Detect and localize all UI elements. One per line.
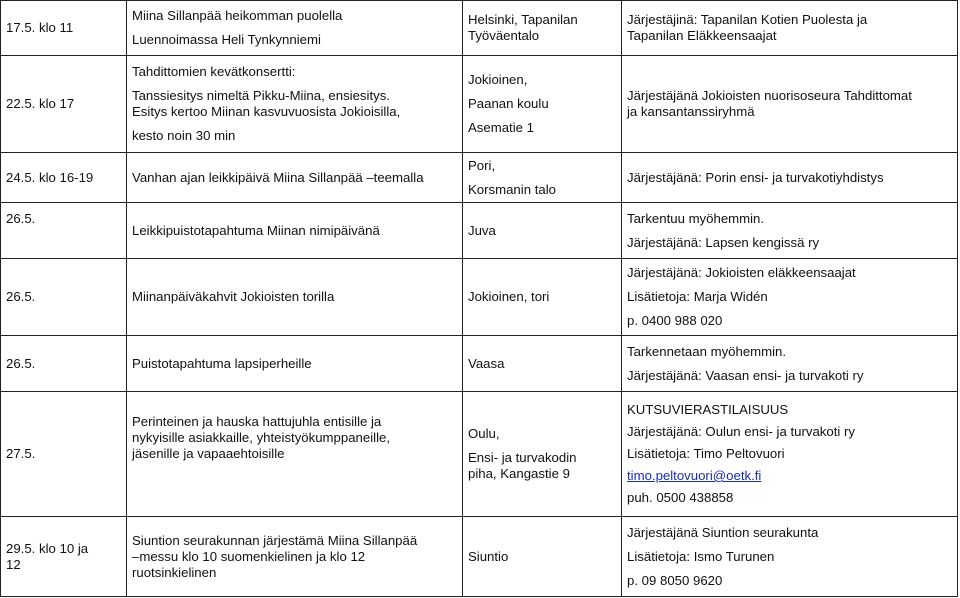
info-cell [622, 56, 958, 153]
info-line: Tarkentuu myöhemmin. [627, 210, 765, 226]
place-cell [463, 259, 622, 336]
date-cell [1, 336, 127, 392]
info-line: Järjestäjänä: Oulun ensi- ja turvakoti ry [627, 424, 855, 439]
place-cell [463, 1, 622, 56]
place-line: Asematie 1 [468, 120, 534, 135]
date-text: 26.5. [6, 289, 36, 304]
info-line: Tapanilan Eläkkeensaajat [627, 28, 777, 43]
table-row [1, 203, 958, 259]
info-line: p. 0400 988 020 [627, 313, 723, 328]
event-line: Tahdittomien kevätkonsertti: [132, 64, 296, 79]
date-cell [1, 1, 127, 56]
place-line: Ensi- ja turvakodin [468, 450, 577, 465]
info-line: Järjestäjänä: Porin ensi- ja turvakotiyhdistys [627, 169, 884, 185]
event-cell [127, 336, 463, 392]
table-row [1, 336, 958, 392]
table-row [1, 259, 958, 336]
place-line: Jokioinen, tori [468, 289, 550, 304]
event-line: Miinanpäiväkahvit Jokioisten torilla [132, 289, 335, 304]
info-cell [622, 336, 958, 392]
info-line: p. 09 8050 9620 [627, 572, 723, 588]
info-line: Järjestäjänä Siuntion seurakunta [627, 524, 819, 540]
place-cell [463, 392, 622, 517]
event-cell [127, 1, 463, 56]
info-line: Lisätietoja: Ismo Turunen [627, 548, 775, 564]
event-line: –messu klo 10 suomenkielinen ja klo 12 [132, 548, 366, 564]
date-text: 17.5. klo 11 [6, 20, 74, 35]
table-row [1, 392, 958, 517]
date-cell [1, 153, 127, 203]
place-line: Juva [468, 222, 496, 238]
place-line: Paanan koulu [468, 96, 549, 111]
info-cell [622, 153, 958, 203]
table-row [1, 56, 958, 153]
info-cell [622, 259, 958, 336]
event-line: nykyisille asiakkaille, yhteistyökumppaneille, [132, 430, 391, 445]
date-text: 26.5. [6, 211, 36, 226]
info-cell [622, 517, 958, 597]
place-cell [463, 203, 622, 259]
date-cell [1, 56, 127, 153]
place-line: Jokioinen, [468, 72, 528, 87]
info-cell [622, 203, 958, 259]
date-text: 29.5. klo 10 ja 12 [6, 540, 89, 572]
info-line: Järjestäjänä: Jokioisten eläkkeensaajat [627, 265, 856, 280]
event-line: Vanhan ajan leikkipäivä Miina Sillanpää –teemalla [132, 169, 424, 185]
event-line: Puistotapahtuma lapsiperheille [132, 355, 312, 371]
place-cell [463, 153, 622, 203]
info-line: Järjestäjänä: Vaasan ensi- ja turvakoti ry [627, 367, 864, 383]
info-line: puh. 0500 438858 [627, 490, 734, 505]
date-cell [1, 392, 127, 517]
date-cell [1, 203, 127, 259]
place-cell [463, 517, 622, 597]
place-cell [463, 56, 622, 153]
place-cell [463, 336, 622, 392]
info-line: Lisätietoja: Marja Widén [627, 289, 768, 304]
table-row [1, 517, 958, 597]
info-line: Järjestäjänä Jokioisten nuorisoseura Tahdittomat [627, 88, 912, 103]
event-line: jäsenille ja vapaaehtoisille [132, 446, 285, 461]
info-line: KUTSUVIERASTILAISUUS [627, 402, 789, 417]
event-line: Luennoimassa Heli Tynkynniemi [132, 32, 321, 47]
place-line: Pori, [468, 157, 496, 173]
place-line: Oulu, [468, 426, 500, 441]
event-line: kesto noin 30 min [132, 128, 236, 143]
place-line: Vaasa [468, 355, 505, 371]
place-line: Helsinki, Tapanilan [468, 12, 578, 27]
event-line: Miina Sillanpää heikomman puolella [132, 8, 343, 23]
event-cell [127, 203, 463, 259]
date-text: 27.5. [6, 446, 36, 461]
event-line: Esitys kertoo Miinan kasvuvuosista Jokioisilla, [132, 104, 401, 119]
event-cell [127, 392, 463, 517]
info-line: Lisätietoja: Timo Peltovuori [627, 446, 785, 461]
event-line: Tanssiesitys nimeltä Pikku-Miina, ensiesitys. [132, 88, 390, 103]
event-line: Leikkipuistotapahtuma Miinan nimipäivänä [132, 222, 380, 238]
event-cell [127, 153, 463, 203]
info-cell [622, 392, 958, 517]
info-line: ja kansantanssiryhmä [627, 104, 755, 119]
date-text: 26.5. [6, 355, 36, 371]
place-line: Siuntio [468, 548, 509, 564]
info-line: Tarkennetaan myöhemmin. [627, 343, 787, 359]
email-link[interactable]: timo.peltovuori@oetk.fi [627, 468, 762, 483]
event-line: Perinteinen ja hauska hattujuhla entisille ja [132, 414, 382, 429]
info-line: Järjestäjinä: Tapanilan Kotien Puolesta ja [627, 12, 868, 27]
place-line: Korsmanin talo [468, 181, 556, 197]
info-line: Järjestäjänä: Lapsen kengissä ry [627, 234, 820, 250]
table-row [1, 1, 958, 56]
event-cell [127, 259, 463, 336]
event-cell [127, 56, 463, 153]
event-cell [127, 517, 463, 597]
date-text: 22.5. klo 17 [6, 96, 75, 111]
place-line: piha, Kangastie 9 [468, 466, 570, 481]
event-line: Siuntion seurakunnan järjestämä Miina Sillanpää [132, 532, 418, 548]
date-cell [1, 517, 127, 597]
date-cell [1, 259, 127, 336]
place-line: Työväentalo [468, 28, 540, 43]
table-row [1, 153, 958, 203]
info-cell [622, 1, 958, 56]
date-text: 24.5. klo 16-19 [6, 169, 94, 185]
event-line: ruotsinkielinen [132, 564, 217, 580]
